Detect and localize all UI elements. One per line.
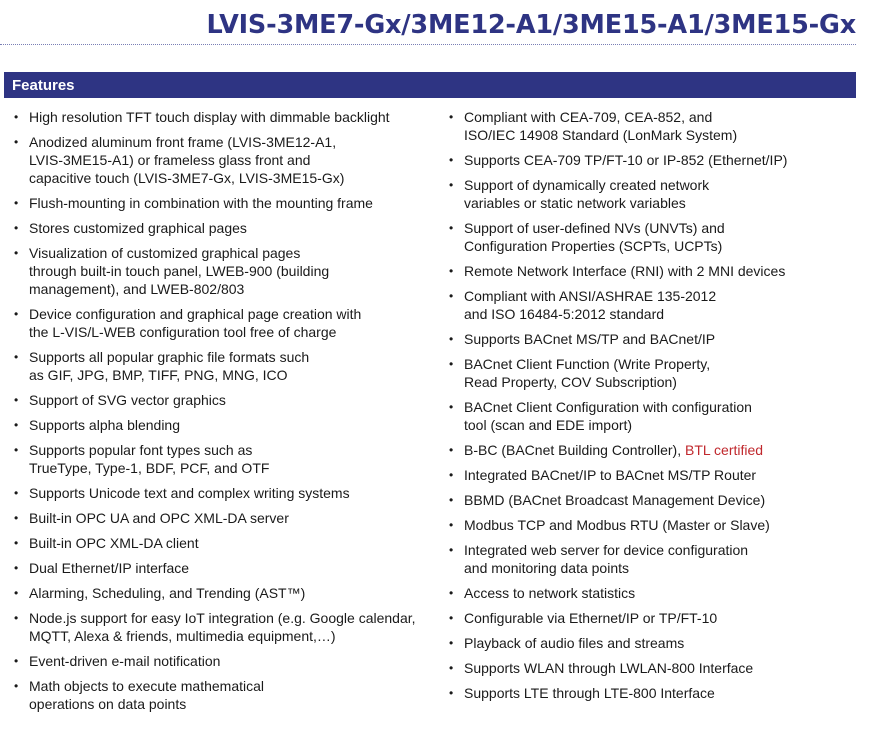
- feature-item-bbc: [449, 441, 869, 459]
- feature-item: • Support of SVG vector graphics: [14, 391, 434, 409]
- feature-item: • Supports CEA-709 TP/FT-10 or IP-852 (Ethernet/IP): [449, 151, 869, 169]
- feature-item: • Supports BACnet MS/TP and BACnet/IP: [449, 330, 869, 348]
- feature-item: • Anodized aluminum front frame (LVIS-3ME12-A1, LVIS-3ME15-A1) or frameless glass front and capacitive touch (LVIS-3ME7-Gx, LVIS-3ME15-Gx): [14, 133, 434, 187]
- feature-item: • Support of user-defined NVs (UNVTs) and Configuration Properties (SCPTs, UCPTs): [449, 219, 869, 255]
- feature-item: • Compliant with CEA-709, CEA-852, and ISO/IEC 14908 Standard (LonMark System): [449, 108, 869, 144]
- features-list-left: [14, 108, 434, 720]
- feature-item: • Support of dynamically created network variables or static network variables: [449, 176, 869, 212]
- feature-item: • Event-driven e-mail notification: [14, 652, 434, 670]
- feature-item: • Access to network statistics: [449, 584, 869, 602]
- feature-item: • Playback of audio files and streams: [449, 634, 869, 652]
- feature-item: • Supports alpha blending: [14, 416, 434, 434]
- feature-item: • BBMD (BACnet Broadcast Management Device): [449, 491, 869, 509]
- feature-item: • BACnet Client Function (Write Property, Read Property, COV Subscription): [449, 355, 869, 391]
- feature-item: • Visualization of customized graphical pages through built-in touch panel, LWEB-900 (building management), and LWEB-802/803: [14, 244, 434, 298]
- feature-item: • Device configuration and graphical page creation with the L-VIS/L-WEB configuration tool free of charge: [14, 305, 434, 341]
- feature-item: • Built-in OPC XML-DA client: [14, 534, 434, 552]
- page-title: LVIS-3ME7-Gx/3ME12-A1/3ME15-A1/3ME15-Gx: [206, 10, 856, 40]
- btl-certified-label: BTL certified: [684, 442, 764, 458]
- feature-item: • BACnet Client Configuration with configuration tool (scan and EDE import): [449, 398, 869, 434]
- feature-item: • Supports WLAN through LWLAN-800 Interface: [449, 659, 869, 677]
- title-divider: [0, 44, 856, 45]
- feature-item: • High resolution TFT touch display with dimmable backlight: [14, 108, 434, 126]
- feature-item: • Supports Unicode text and complex writing systems: [14, 484, 434, 502]
- feature-item: • Integrated web server for device configuration and monitoring data points: [449, 541, 869, 577]
- feature-item: • Dual Ethernet/IP interface: [14, 559, 434, 577]
- feature-item: • Compliant with ANSI/ASHRAE 135-2012 and ISO 16484-5:2012 standard: [449, 287, 869, 323]
- feature-item: • Node.js support for easy IoT integration (e.g. Google calendar, MQTT, Alexa & friends, multimedia equipment,…): [14, 609, 434, 645]
- feature-item: • Supports popular font types such as TrueType, Type-1, BDF, PCF, and OTF: [14, 441, 434, 477]
- feature-item: • Flush-mounting in combination with the mounting frame: [14, 194, 434, 212]
- feature-item: • Supports LTE through LTE-800 Interface: [449, 684, 869, 702]
- feature-item: • Remote Network Interface (RNI) with 2 MNI devices: [449, 262, 869, 280]
- feature-item: • Math objects to execute mathematical operations on data points: [14, 677, 434, 713]
- feature-text: B-BC (BACnet Building Controller),: [464, 442, 685, 458]
- feature-item: • Stores customized graphical pages: [14, 219, 434, 237]
- feature-item: • Built-in OPC UA and OPC XML-DA server: [14, 509, 434, 527]
- section-header-features: Features: [4, 72, 856, 98]
- feature-item: • Alarming, Scheduling, and Trending (AST™): [14, 584, 434, 602]
- feature-item: • Integrated BACnet/IP to BACnet MS/TP Router: [449, 466, 869, 484]
- feature-item: • Modbus TCP and Modbus RTU (Master or Slave): [449, 516, 869, 534]
- features-list-right: [449, 108, 869, 709]
- feature-item: • Supports all popular graphic file formats such as GIF, JPG, BMP, TIFF, PNG, MNG, ICO: [14, 348, 434, 384]
- feature-item: • Configurable via Ethernet/IP or TP/FT-10: [449, 609, 869, 627]
